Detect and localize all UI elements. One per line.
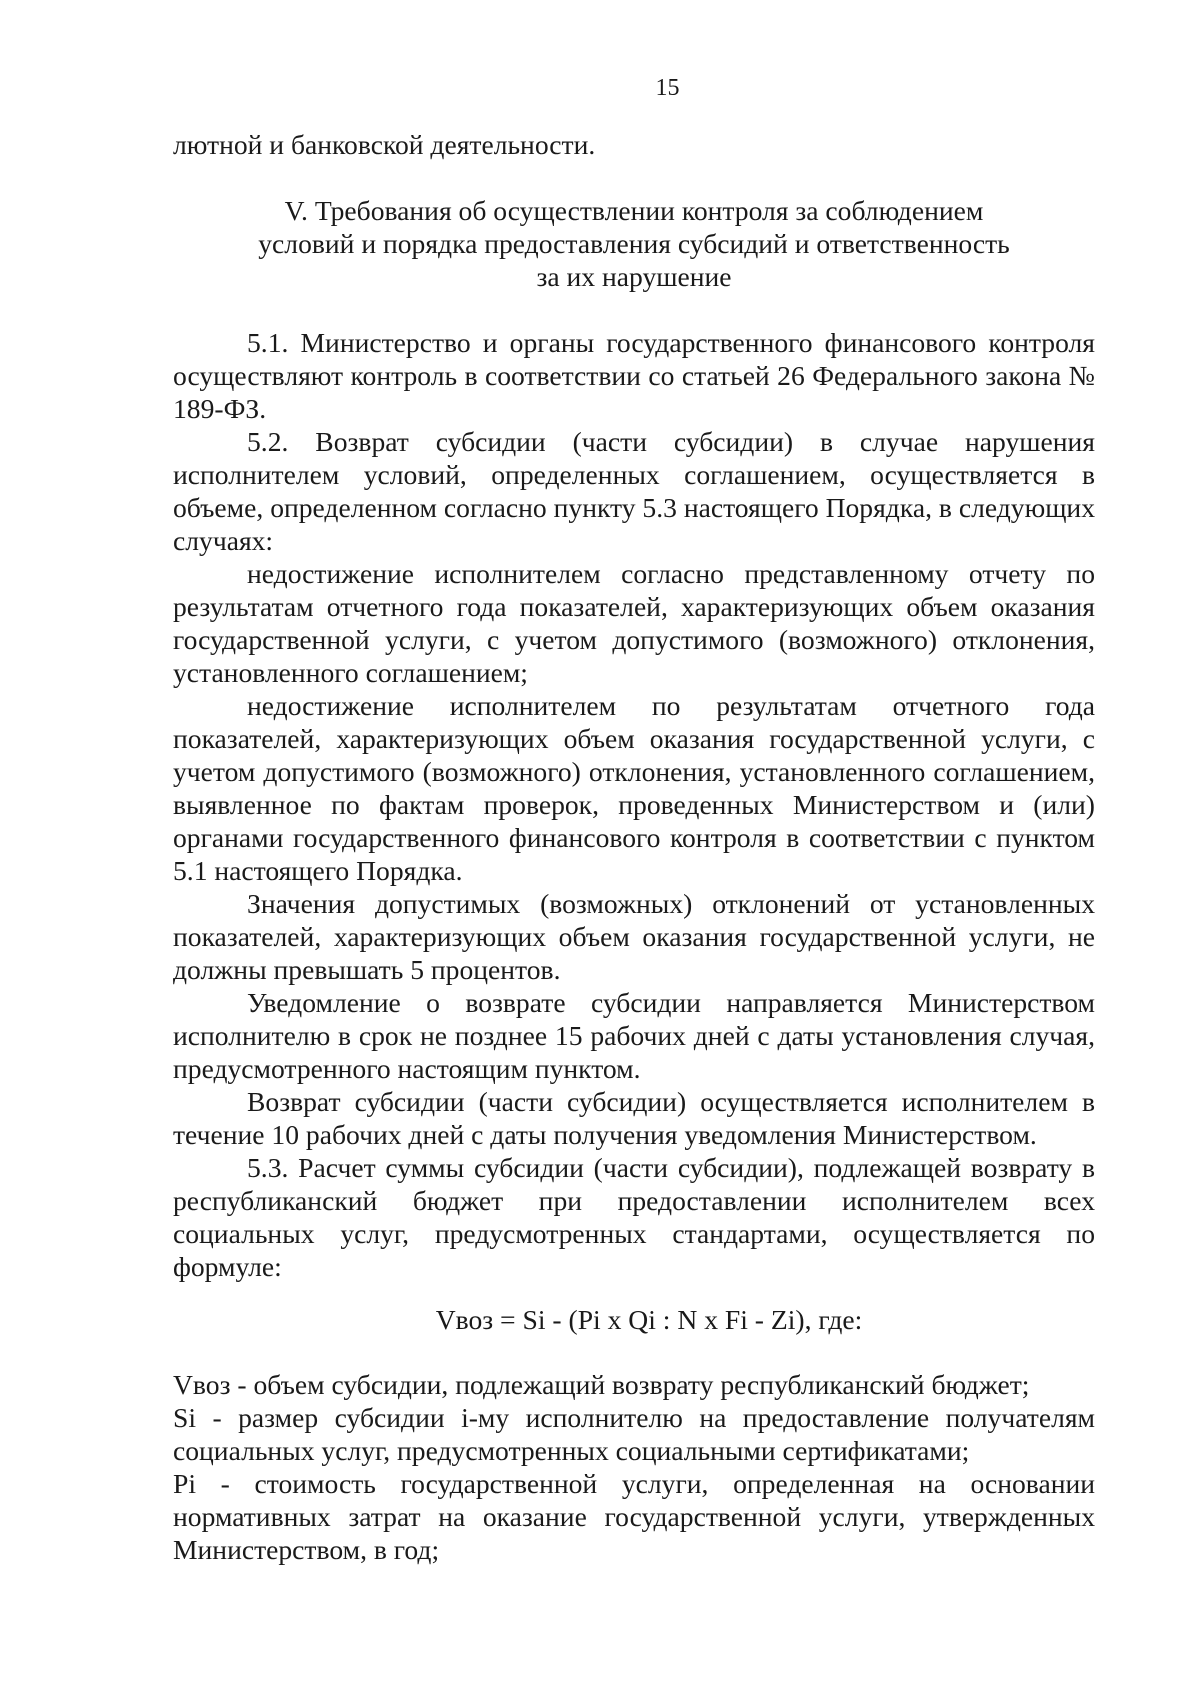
section-heading-line-3: за их нарушение (536, 261, 732, 292)
definition-si: Si - размер субсидии i-му исполнителю на предоставление получателям социальных услуг, предусмотренных социальными сертификатами; (173, 1402, 1095, 1466)
page-number: 15 (655, 75, 680, 101)
paragraph-5-1: 5.1. Министерство и органы государственного финансового контроля осуществляют контроль в соответствии со статьей 26 Федерального закона № 189-ФЗ. (173, 327, 1095, 424)
paragraph-5-3: 5.3. Расчет суммы субсидии (части субсидии), подлежащей возврату в республиканский бюджет при предоставлении исполнителем всех социальных услуг, предусмотренных стандартами, осуществляется по формуле: (173, 1152, 1095, 1282)
paragraph-case-2: недостижение исполнителем по результатам отчетного года показателей, характеризующих объем оказания государственной услуги, с учетом допустимого (возможного) отклонения, установленного соглашением, выявленное по фактам проверок, проведенных Министерством и (или) органами государственного финансового контроля в соответствии с пунктом 5.1 настоящего Порядка. (173, 690, 1095, 886)
section-heading-line-2: условий и порядка предоставления субсидий и ответственность (258, 228, 1010, 259)
paragraph-return: Возврат субсидии (части субсидии) осуществляется исполнителем в течение 10 рабочих дней с даты получения уведомления Министерством. (173, 1086, 1095, 1150)
section-heading-line-1: V. Требования об осуществлении контроля за соблюдением (284, 195, 984, 226)
lead-line: лютной и банковской деятельности. (173, 129, 596, 160)
document-body (173, 128, 1095, 1566)
paragraph-notice: Уведомление о возврате субсидии направляется Министерством исполнителю в срок не позднее 15 рабочих дней с даты установления случая, предусмотренного настоящим пунктом. (173, 987, 1095, 1084)
paragraph-5-2: 5.2. Возврат субсидии (части субсидии) в случае нарушения исполнителем условий, определенных соглашением, осуществляется в объеме, определенном согласно пункту 5.3 настоящего Порядка, в следующих случаях: (173, 426, 1095, 556)
paragraph-deviation: Значения допустимых (возможных) отклонений от установленных показателей, характеризующих объем оказания государственной услуги, не должны превышать 5 процентов. (173, 888, 1095, 985)
paragraph-case-1: недостижение исполнителем согласно представленному отчету по результатам отчетного года показателей, характеризующих объем оказания государственной услуги, с учетом допустимого (возможного) отклонения, установленного соглашением; (173, 558, 1095, 688)
definition-pi: Pi - стоимость государственной услуги, определенная на основании нормативных затрат на оказание государственной услуги, утвержденных Министерством, в год; (173, 1468, 1095, 1565)
definition-vvoz: Vвоз - объем субсидии, подлежащий возврату республиканский бюджет; (173, 1369, 1030, 1400)
formula: Vвоз = Si - (Pi x Qi : N x Fi - Zi), где: (435, 1304, 863, 1335)
section-heading (173, 194, 1095, 293)
